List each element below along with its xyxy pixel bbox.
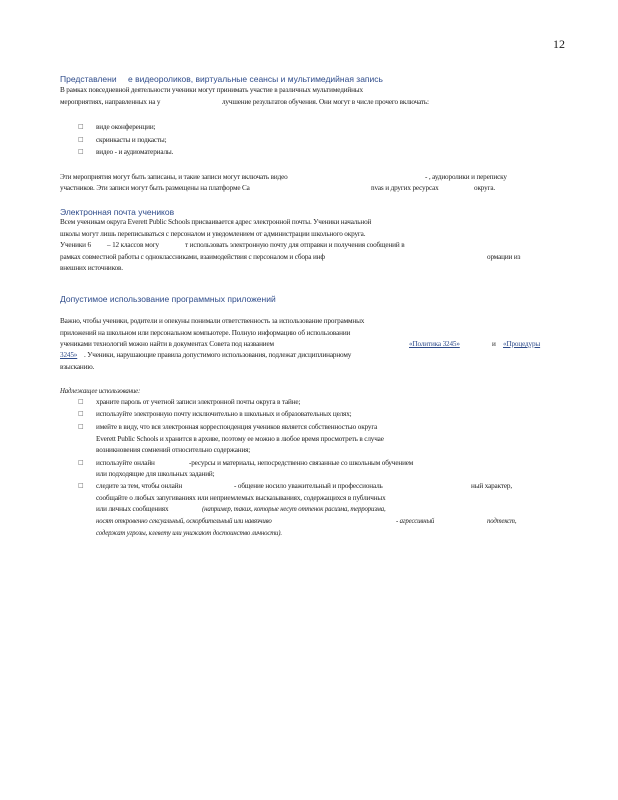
list-item-continued: носят откровенно сексуальный, оскорбительный или навязчиво [96,518,272,525]
section-heading-multimedia-part2: е видеороликов, виртуальные сеансы и мультимедийная запись [128,74,383,84]
list-item: ный характер, [471,482,512,490]
bullet-marker-icon: □ [78,148,84,155]
paragraph-line: В рамках повседневной деятельности ученики могут принимать участие в различных мультимедийных [60,86,363,94]
list-item-continued: содержат угрозы, клевету или унижают достоинство личности). [96,530,282,537]
list-item-continued: или личных сообщениях [96,505,169,513]
section-heading-multimedia-part1: Представлени [60,74,117,84]
list-item: следите за тем, чтобы онлайн [96,482,183,490]
paragraph-line: Эти мероприятия могут быть записаны, и такие записи могут включать видео [60,173,288,181]
bullet-marker-icon: □ [78,123,84,130]
paragraph-line: nvas и других ресурсах [371,184,439,192]
paragraph-line: лучшение результатов обучения. Они могут в числе прочего включать: [222,98,429,106]
section-heading-acceptable-use: Допустимое использование программных приложений [60,294,276,304]
list-item: используйте онлайн [96,459,155,467]
bullet-marker-icon: □ [78,423,84,430]
paragraph-line: школы могут лишь переписываться с персоналом и уведомлением от администрации школьного округа. [60,230,366,238]
paragraph-line: ормации из [487,253,521,261]
list-item-continued: или подходящие для школьных заданий; [96,470,215,478]
paragraph-line: приложений на школьном или персональном компьютере. Полную информацию об использовании [60,329,351,337]
paragraph-line: – 12 классов могу [107,241,159,249]
paragraph-line: Важно, чтобы ученики, родители и опекуны понимали ответственность за использование программных [60,317,365,325]
paragraph-line: рамках совместной работы с одноклассниками, взаимодействия с персоналом и сбора инф [60,253,325,261]
paragraph-line: внешних источников. [60,264,123,272]
list-item: используйте электронную почту исключительно в школьных и образовательных целях; [96,410,352,418]
paragraph-line: округа. [474,184,496,192]
section-heading-email: Электронная почта учеников [60,207,175,217]
bullet-marker-icon: □ [78,482,84,489]
paragraph-line: участников. Эти записи могут быть размещены на платформе Ca [60,184,250,192]
list-item-continued: - агрессивный [396,518,435,525]
paragraph-line: т использовать электронную почту для отправки и получения сообщений в [185,241,405,249]
list-item-continued: Everett Public Schools и хранится в архиве, поэтому ее можно в любое время просмотреть в случае [96,435,384,443]
bullet-marker-icon: □ [78,398,84,405]
list-item: храните пароль от учетной записи электронной почты округа в тайне; [96,398,301,406]
paragraph-line: мероприятиях, направленных на у [60,98,161,106]
paragraph-line: - , аудиоролики и переписку [425,173,507,181]
page-number: 12 [553,37,565,51]
list-item: -ресурсы и материалы, непосредственно связанные со школьным обучением [189,459,414,467]
list-item: видео - и аудиоматериалы. [96,148,174,156]
list-item: скринкасты и подкасты; [96,136,167,144]
paragraph-line: . Ученики, нарушающие правила допустимого использования, подлежат дисциплинарному [84,351,352,359]
subheading-appropriate-use: Надлежащее использование: [60,388,141,395]
paragraph-line: Ученики 6 [60,241,91,249]
bullet-marker-icon: □ [78,410,84,417]
list-item: виде оконференции; [96,123,156,131]
paragraph-line: учениками технологий можно найти в документах Совета под названием [60,340,274,348]
procedure-3245-link-continued[interactable]: 3245» [60,351,78,359]
bullet-marker-icon: □ [78,136,84,143]
list-item-continued: подтекст, [487,518,517,525]
procedure-3245-link[interactable]: «Процедуры [503,340,541,348]
paragraph-line: и [492,340,496,348]
list-item-continued: (например, таких, которые несут оттенок расизма, терроризма, [202,506,386,513]
paragraph-line: Всем ученикам округа Everett Public Schools присваивается адрес электронной почты. Ученики начальной [60,218,372,226]
policy-3245-link[interactable]: «Политика 3245» [409,340,460,348]
bullet-marker-icon: □ [78,459,84,466]
list-item-continued: сообщайте о любых запугиваниях или неприемлемых высказываниях, содержащихся в публичных [96,494,386,502]
list-item: имейте в виду, что вся электронная корреспонденция учеников является собственностью округа [96,423,378,431]
list-item-continued: возникновения сомнений относительно содержания; [96,446,251,454]
paragraph-line: взысканию. [60,363,95,371]
list-item: - общение носило уважительный и профессиональ [234,482,383,490]
